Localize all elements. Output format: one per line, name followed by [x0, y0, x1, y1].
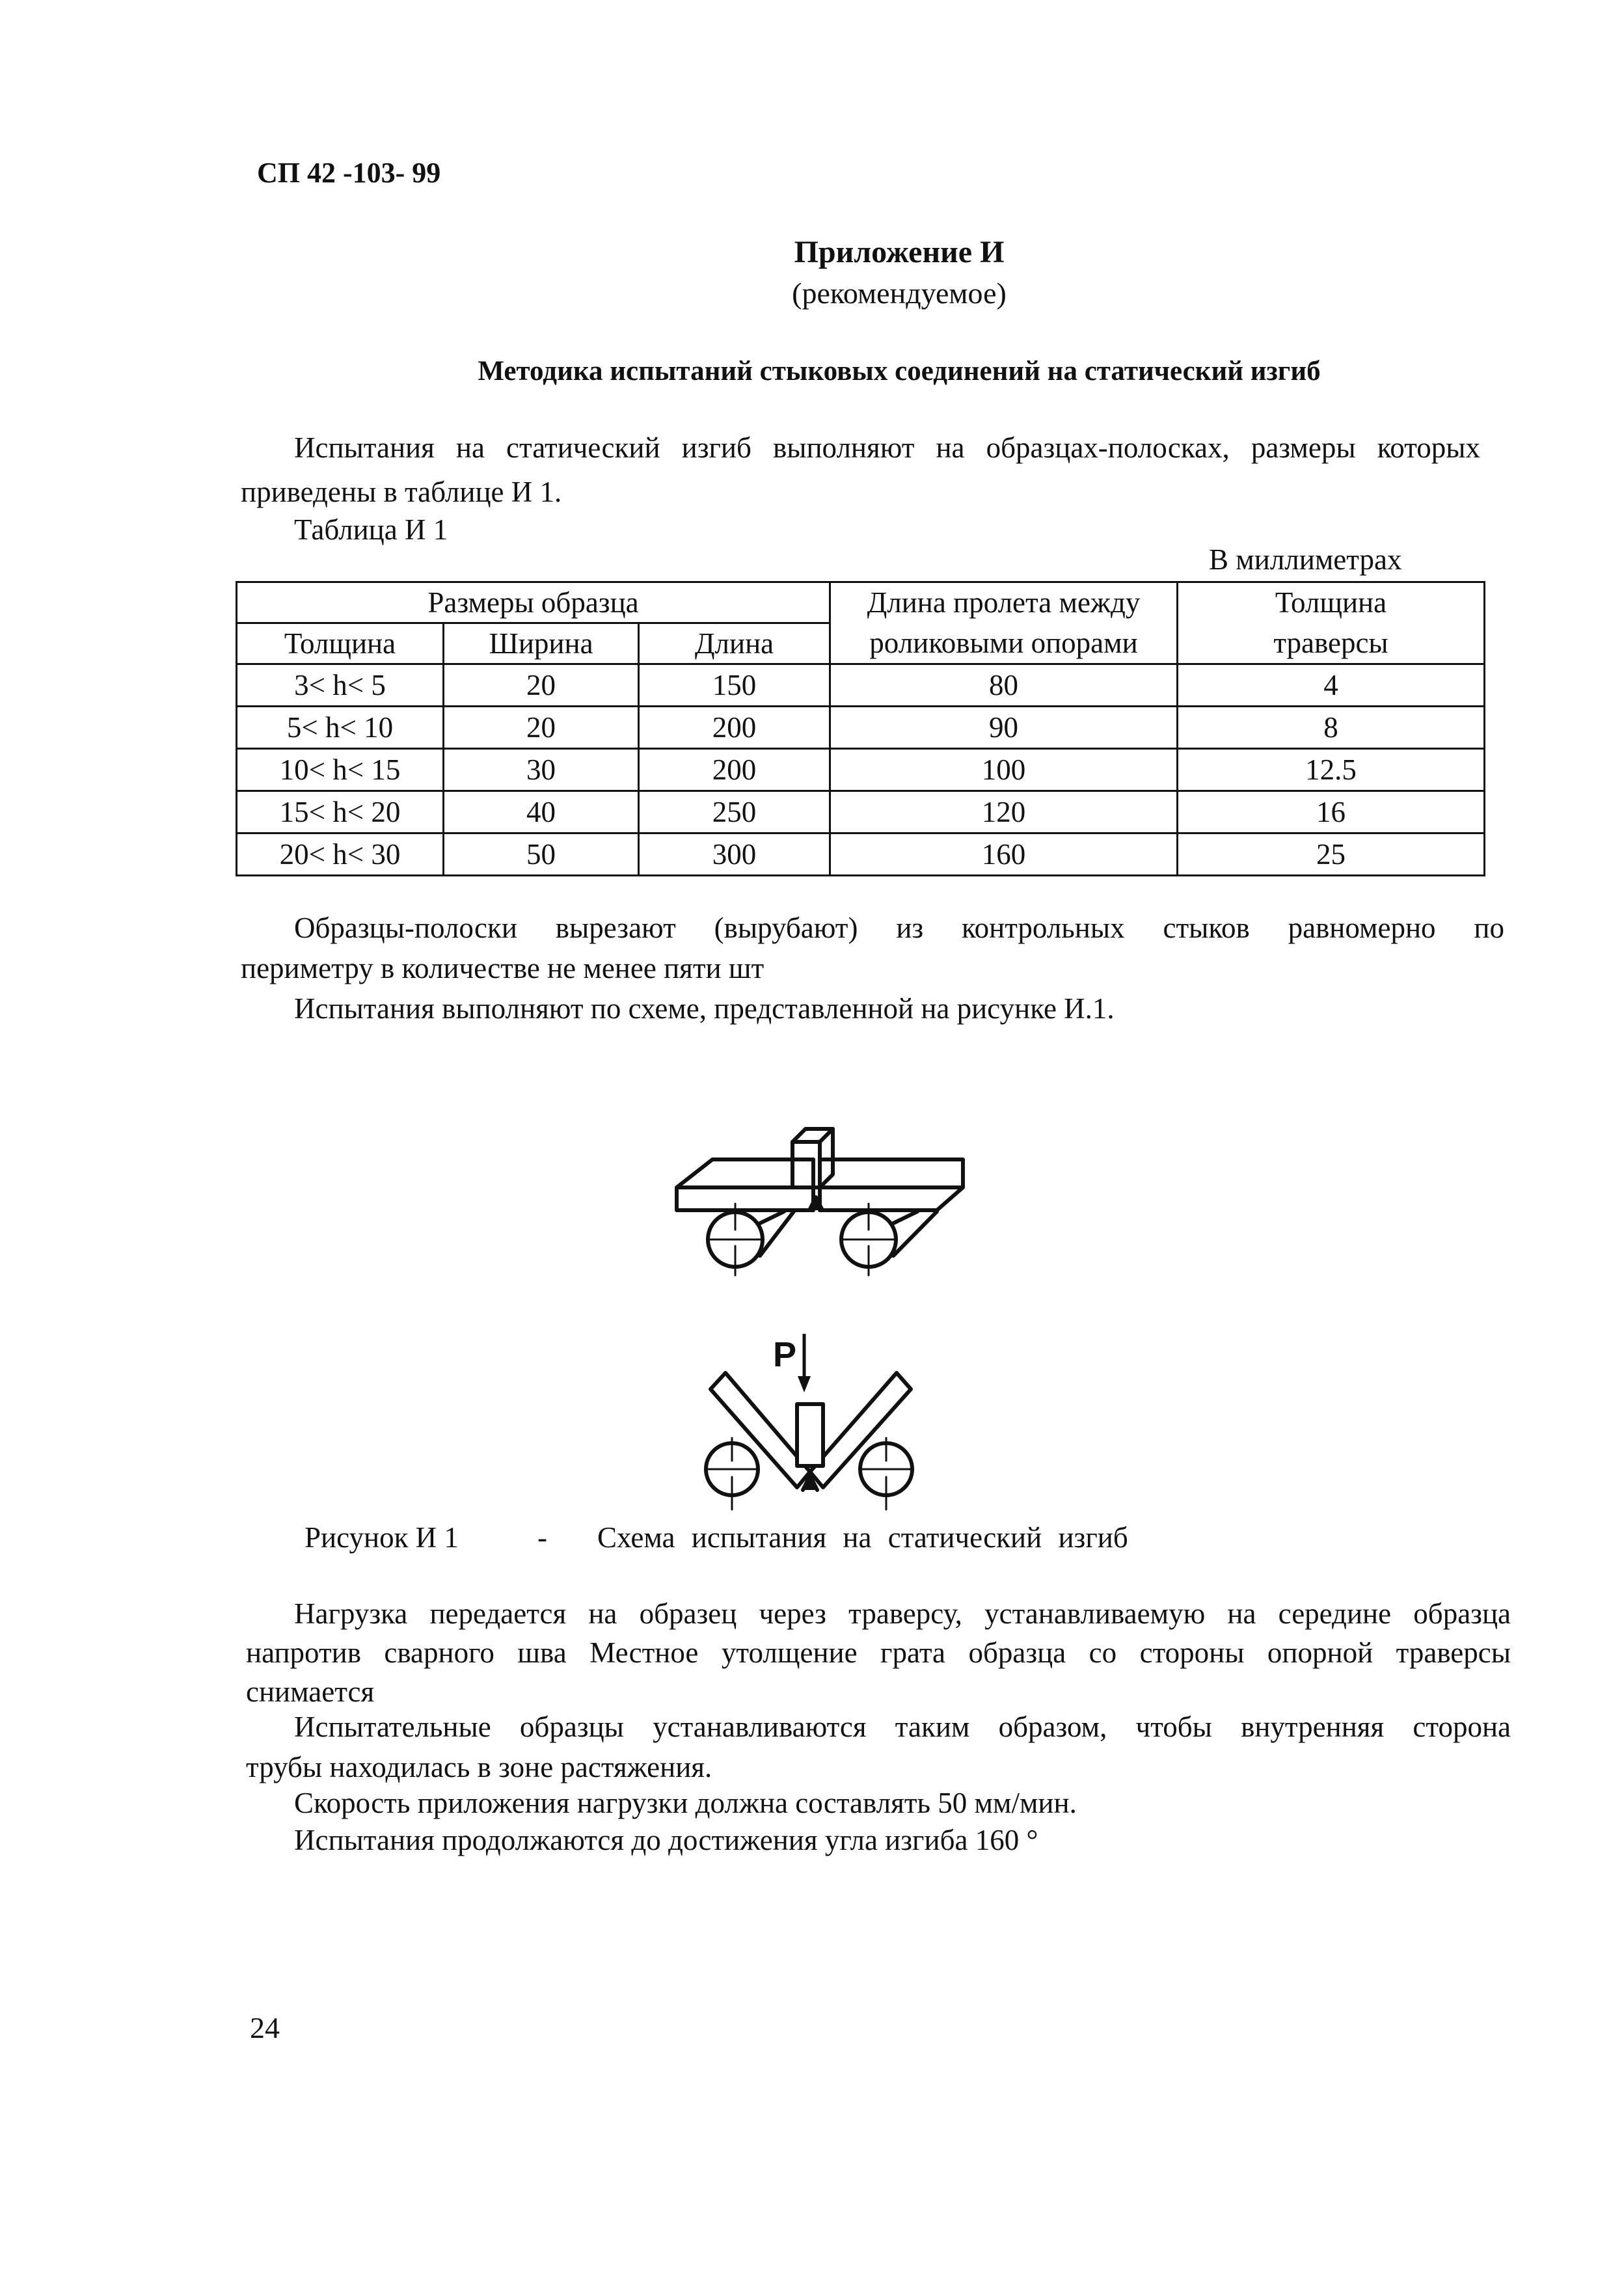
table-row [237, 833, 1485, 876]
cell-traverse: 12.5 [1178, 749, 1485, 791]
para6: Скорость приложения нагрузки должна составлять 50 мм/мин. [294, 1787, 1077, 1819]
table-caption: Таблица И 1 [294, 513, 448, 546]
appendix-title: Приложение И [794, 235, 1005, 269]
table-header-row-1 [237, 582, 1485, 623]
table-row [237, 664, 1485, 707]
cell-width: 40 [444, 791, 639, 833]
cell-thickness: 5< h< 10 [237, 707, 444, 749]
cell-thickness: 15< h< 20 [237, 791, 444, 833]
cell-width: 30 [444, 749, 639, 791]
traverse-header-line2: траверсы [1178, 623, 1485, 664]
table-row [237, 707, 1485, 749]
table-header-row-2 [237, 623, 1485, 664]
table-row [237, 791, 1485, 833]
intro-line-2: приведены в таблице И 1. [241, 476, 562, 508]
cell-length: 200 [639, 749, 830, 791]
para2-line-2: периметру в количестве не менее пяти шт [241, 952, 765, 984]
col-width-header: Ширина [444, 623, 639, 664]
page-number: 24 [250, 2011, 280, 2044]
para7: Испытания продолжаются до достижения угла изгиба 160 ° [294, 1824, 1038, 1856]
specimen-size-table [236, 581, 1485, 876]
cell-span: 80 [830, 664, 1178, 707]
traverse-header-line1: Толщина [1178, 582, 1485, 623]
col-length-header: Длина [639, 623, 830, 664]
cell-length: 300 [639, 833, 830, 876]
cell-traverse: 16 [1178, 791, 1485, 833]
method-title: Методика испытаний стыковых соединений на статический изгиб [478, 356, 1321, 386]
setup-before-bending [677, 1129, 963, 1275]
cell-length: 250 [639, 791, 830, 833]
figure-caption-label: Рисунок И 1 [304, 1521, 459, 1554]
table-units: В миллиметрах [1209, 543, 1402, 576]
cell-thickness: 3< h< 5 [237, 664, 444, 707]
cell-thickness: 20< h< 30 [237, 833, 444, 876]
group-header: Размеры образца [237, 582, 830, 623]
table-row [237, 749, 1485, 791]
cell-width: 20 [444, 707, 639, 749]
para5-line-1: Испытательные образцы устанавливаются таким образом, чтобы внутренняя сторона [294, 1711, 1511, 1743]
cell-traverse: 25 [1178, 833, 1485, 876]
load-arrow [773, 1334, 811, 1392]
cell-traverse: 4 [1178, 664, 1485, 707]
appendix-subtitle: (рекомендуемое) [792, 277, 1007, 310]
cell-width: 20 [444, 664, 639, 707]
figure-caption-dash: - [537, 1521, 547, 1554]
col-thickness-header: Толщина [237, 623, 444, 664]
span-header-line1: Длина пролета между [830, 582, 1178, 623]
cell-thickness: 10< h< 15 [237, 749, 444, 791]
para5-line-2: трубы находилась в зоне растяжения. [246, 1751, 712, 1783]
cell-traverse: 8 [1178, 707, 1485, 749]
para3: Испытания выполняют по схеме, представленной на рисунке И.1. [294, 992, 1115, 1025]
bend-test-diagram [651, 1100, 1041, 1516]
cell-span: 160 [830, 833, 1178, 876]
document-code: СП 42 -103- 99 [257, 157, 441, 189]
para4-line-2: напротив сварного шва Местное утолщение грата образца со стороны опорной траверсы [246, 1636, 1511, 1669]
cell-span: 120 [830, 791, 1178, 833]
para2-line-1: Образцы-полоски вырезают (вырубают) из контрольных стыков равномерно по [294, 912, 1504, 944]
intro-line-1: Испытания на статический изгиб выполняют на образцах-полосках, размеры которых [294, 431, 1480, 464]
cell-length: 150 [639, 664, 830, 707]
para4-line-1: Нагрузка передается на образец через траверсу, устанавливаемую на середине образца [294, 1597, 1511, 1630]
cell-length: 200 [639, 707, 830, 749]
para4-line-3: снимается [246, 1675, 375, 1708]
cell-width: 50 [444, 833, 639, 876]
span-header-line2: роликовыми опорами [830, 623, 1178, 664]
cell-span: 90 [830, 707, 1178, 749]
cell-span: 100 [830, 749, 1178, 791]
figure-caption-text: Схема испытания на статический изгиб [597, 1521, 1128, 1554]
setup-after-bending [706, 1373, 912, 1510]
load-label: P [773, 1335, 797, 1374]
